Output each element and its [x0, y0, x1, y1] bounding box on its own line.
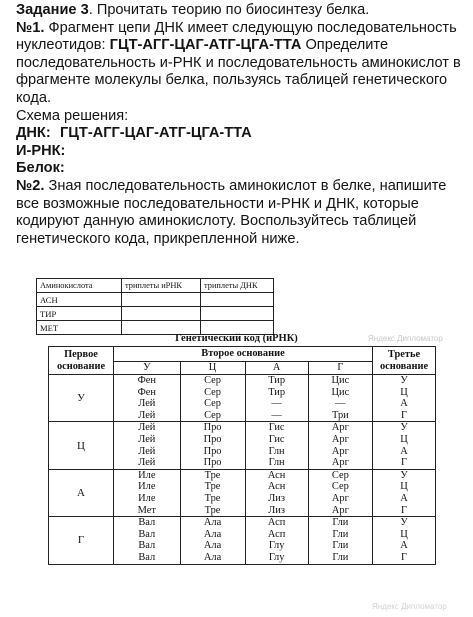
dna-line	[16, 125, 466, 143]
dna-sequence: ГЦТ-АГГ-ЦАГ-АТГ-ЦГА-ТТА	[60, 125, 252, 142]
answer-cell-dna[interactable]	[201, 307, 274, 321]
answer-table	[36, 278, 274, 335]
codon-cell: Асп Асп Глу Глу	[245, 517, 308, 564]
codon-cell: Ала Ала Ала Ала	[180, 517, 245, 564]
codon-cell: Гис Гис Глн Глн	[245, 422, 308, 469]
header-amino-acid: Аминокислота	[37, 279, 122, 293]
answer-row-amino-acid: ТИР	[37, 307, 122, 321]
task-title-bold: Задание 3	[16, 2, 89, 18]
codon-cell: Цис Цис — Три	[308, 375, 372, 422]
code-row-c	[49, 422, 436, 469]
protein-label: Белок:	[16, 160, 65, 177]
second-base-c: Ц	[180, 362, 245, 375]
question-1-number: №1.	[16, 19, 45, 36]
second-base-a: А	[245, 362, 308, 375]
header-third-base: Третье основание	[373, 347, 436, 375]
answer-cell-mrna[interactable]	[122, 293, 201, 307]
genetic-code-table	[48, 346, 436, 565]
scheme-label: Схема решения:	[16, 107, 129, 124]
third-base-cell: У Ц А Г	[373, 517, 436, 564]
codon-cell: Гли Гли Гли Гли	[308, 517, 372, 564]
code-row-a	[49, 469, 436, 516]
code-header-row	[49, 347, 436, 362]
rna-label: И-РНК:	[16, 142, 66, 159]
third-base-cell: У Ц А Г	[373, 375, 436, 422]
codon-cell: Иле Иле Иле Мет	[114, 469, 181, 516]
second-base-u: У	[114, 362, 181, 375]
first-base-cell: У	[49, 375, 114, 422]
question-2-text: Зная последовательность аминокислот в белке, напишите все возможные последовательности и-РНК и ДНК, которые кодируют данную аминокислоту. Воспользуйтесь таблицей генетического кода, прикрепленной ниже.	[16, 177, 447, 247]
question-1	[16, 20, 466, 108]
answer-row-amino-acid: АСН	[37, 293, 122, 307]
third-base-cell: У Ц А Г	[373, 469, 436, 516]
dna-label: ДНК:	[16, 125, 51, 142]
genetic-code-title: Генетический код (иРНК)	[175, 333, 298, 344]
codon-cell: Вал Вал Вал Вал	[114, 517, 181, 564]
header-mrna-triplets: триплеты иРНК	[122, 279, 201, 293]
answer-row	[37, 293, 274, 307]
first-base-cell: А	[49, 469, 114, 516]
answer-cell-dna[interactable]	[201, 293, 274, 307]
codon-cell: Арг Арг Арг Арг	[308, 422, 372, 469]
answer-row-amino-acid: МЕТ	[37, 321, 122, 335]
task-text	[16, 2, 466, 248]
question-1-text-a: Фрагмент цепи ДНК имеет следующую последовательность нуклеотидов:	[16, 19, 457, 54]
question-2	[16, 178, 466, 248]
codon-cell: Сер Сер Арг Арг	[308, 469, 372, 516]
answer-row	[37, 307, 274, 321]
task-title	[16, 2, 466, 20]
first-base-cell: Ц	[49, 422, 114, 469]
question-1-text-b: Определите последовательность и-РНК и последовательность аминокислот в фрагменте молекулы белка, пользуясь таблицей генетического кода.	[16, 37, 461, 106]
header-dna-triplets: триплеты ДНК	[201, 279, 274, 293]
task-title-rest: . Прочитать теорию по биосинтезу белка.	[88, 2, 370, 18]
code-row-g	[49, 517, 436, 564]
watermark-bottom: Яндекс Дипломатор	[372, 602, 447, 611]
second-base-g: Г	[308, 362, 372, 375]
question-1-sequence: ГЦТ-АГГ-ЦАГ-АТГ-ЦГА-ТТА	[109, 37, 302, 54]
codon-cell: Лей Лей Лей Лей	[114, 422, 181, 469]
question-2-number: №2.	[16, 177, 45, 194]
third-base-cell: У Ц А Г	[373, 422, 436, 469]
header-second-base: Второе основание	[114, 347, 373, 362]
first-base-cell: Г	[49, 517, 114, 564]
codon-cell: Тре Тре Тре Тре	[180, 469, 245, 516]
codon-cell: Про Про Про Про	[180, 422, 245, 469]
header-first-base: Первое основание	[49, 347, 114, 375]
codon-cell: Тир Тир — —	[245, 375, 308, 422]
answer-cell-mrna[interactable]	[122, 307, 201, 321]
watermark: Яндекс Дипломатор	[368, 334, 443, 343]
code-row-u	[49, 375, 436, 422]
answer-table-header	[37, 279, 274, 293]
codon-cell: Сер Сер Сер Сер	[180, 375, 245, 422]
codon-cell: Фен Фен Лей Лей	[114, 375, 181, 422]
codon-cell: Асн Асн Лиз Лиз	[245, 469, 308, 516]
